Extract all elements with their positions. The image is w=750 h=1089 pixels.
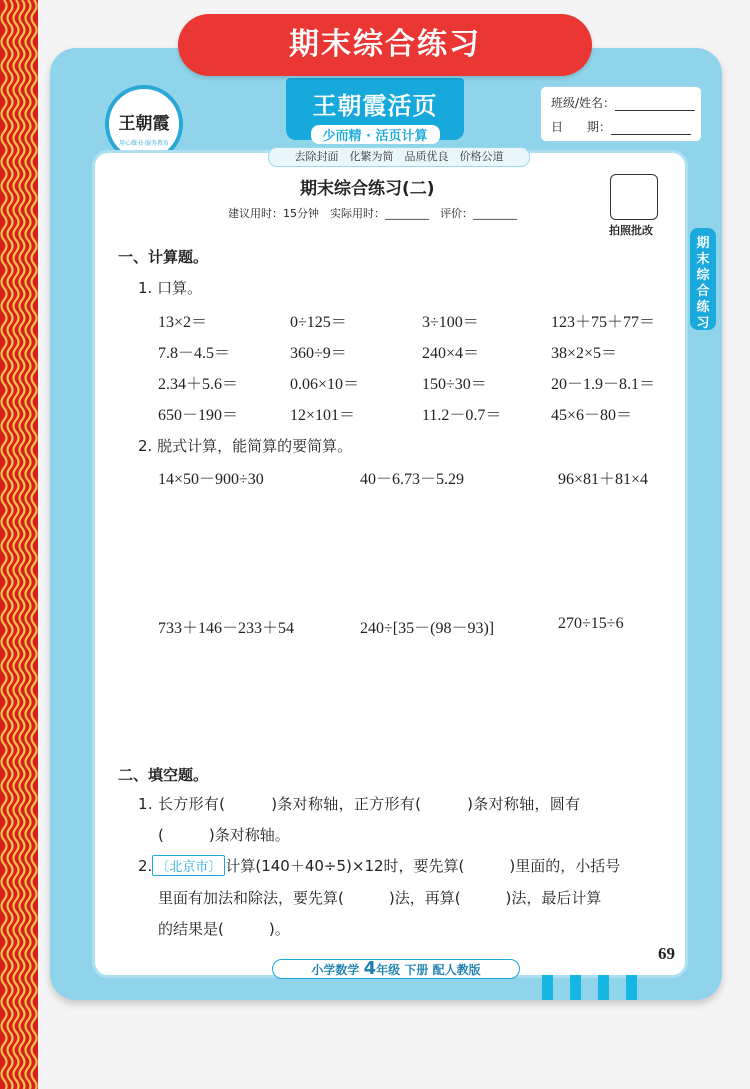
footer-grade: 4 [363,958,377,979]
decorative-bar [626,975,637,1000]
oral-calc-label: 1. 口算。 [138,279,203,297]
oral-calc-item: 650－190＝ [158,407,239,424]
oral-calc-item: 7.8－4.5＝ [158,345,231,362]
section-1-heading: 一、计算题。 [118,248,209,266]
oral-calc-item: 0÷125＝ [290,314,347,331]
brand-banner [286,78,464,144]
class-name-label: 班级/姓名： [551,96,616,110]
ribbon-stripe [8,0,13,1089]
fill-q2-line3: 的结果是( )。 [158,920,290,938]
decorative-bar [570,975,581,1000]
logo-subtext: 用心做书·服务教育 [119,140,169,147]
oral-calc-item: 360÷9＝ [290,345,347,362]
brand-tagline: 少而精 · 活页计算 [311,125,440,144]
section-2-heading: 二、填空题。 [118,766,209,784]
oral-calc-item: 45×6－80＝ [551,407,633,424]
date-label: 日 期： [551,120,612,134]
stepwise-calc-item: 240÷[35－(98－93)] [360,620,495,637]
fill-q2-line1 [138,855,620,876]
stepwise-calc-label: 2. 脱式计算，能简算的要简算。 [138,437,353,455]
ribbon-stripe [32,0,37,1089]
page-title: 期末综合练习 [178,14,592,76]
oral-calc-item: 0.06×10＝ [290,376,360,393]
oral-calc-item: 240×4＝ [422,345,480,362]
fill-q2-line2: 里面有加法和除法，要先算( )法，再算( )法，最后计算 [158,889,602,907]
oral-calc-item: 3÷100＝ [422,314,479,331]
brand-name: 王朝霞活页 [312,92,438,120]
oral-calc-item: 11.2－0.7＝ [422,407,502,424]
ribbon-stripe [26,0,31,1089]
side-tab-label: 期 末 综 合 练 习 [696,236,710,331]
stepwise-calc-item: 40－6.73－5.29 [360,471,465,488]
exam-title: 期末综合练习(二) [300,179,435,199]
footer-volume: 下册 [404,963,429,977]
fill-q1-line1: 1. 长方形有( )条对称轴，正方形有( )条对称轴，圆有 [138,795,581,813]
footer-grade-suffix: 年级 [376,963,401,977]
stepwise-calc-item: 733＋146－233＋54 [158,620,295,637]
oral-calc-item: 20－1.9－8.1＝ [551,376,656,393]
ribbon-wave-pattern [0,0,38,1089]
slogan-banner: 去除封面 化繁为简 品质优良 价格公道 [268,147,530,167]
oral-calc-item: 13×2＝ [158,314,208,331]
fill-q1-line2: ( )条对称轴。 [158,826,290,844]
class-name-field[interactable] [615,110,695,111]
fill-q2-number: 2. [138,857,153,875]
footer-edition: 配人教版 [432,963,481,977]
oral-calc-item: 150÷30＝ [422,376,487,393]
photo-grading-label: 拍照批改 [609,224,653,237]
logo-text: 王朝霞 [118,114,170,134]
date-field[interactable] [611,134,691,135]
page-number: 69 [658,944,675,963]
fill-q2-text: 计算(140＋40÷5)×12时，要先算( )里面的，小括号 [225,857,621,875]
decorative-bar [542,975,553,1000]
side-tab [690,228,716,330]
photo-grading-box[interactable] [610,174,658,220]
oral-calc-item: 38×2×5＝ [551,345,618,362]
region-tag: 〔北京市〕 [152,855,225,876]
stepwise-calc-item: 14×50－900÷30 [158,471,264,488]
decorative-bar [598,975,609,1000]
footer-book-info [272,959,520,979]
stepwise-calc-item: 96×81＋81×4 [558,471,649,488]
oral-calc-item: 12×101＝ [290,407,356,424]
student-info-box [540,86,702,142]
ribbon-stripe [20,0,25,1089]
ribbon-stripe [14,0,19,1089]
oral-calc-item: 2.34＋5.6＝ [158,376,239,393]
region-tag-text: 北京市 [169,860,209,875]
decorative-ribbon [0,0,38,1089]
stepwise-calc-item: 270÷15÷6 [558,615,624,632]
content-frame [92,150,688,978]
ribbon-stripe [2,0,7,1089]
footer-subject: 小学数学 [311,963,360,977]
oral-calc-item: 123＋75＋77＝ [551,314,656,331]
exam-meta: 建议用时：15分钟 实际用时：________ 评价：________ [228,207,517,220]
